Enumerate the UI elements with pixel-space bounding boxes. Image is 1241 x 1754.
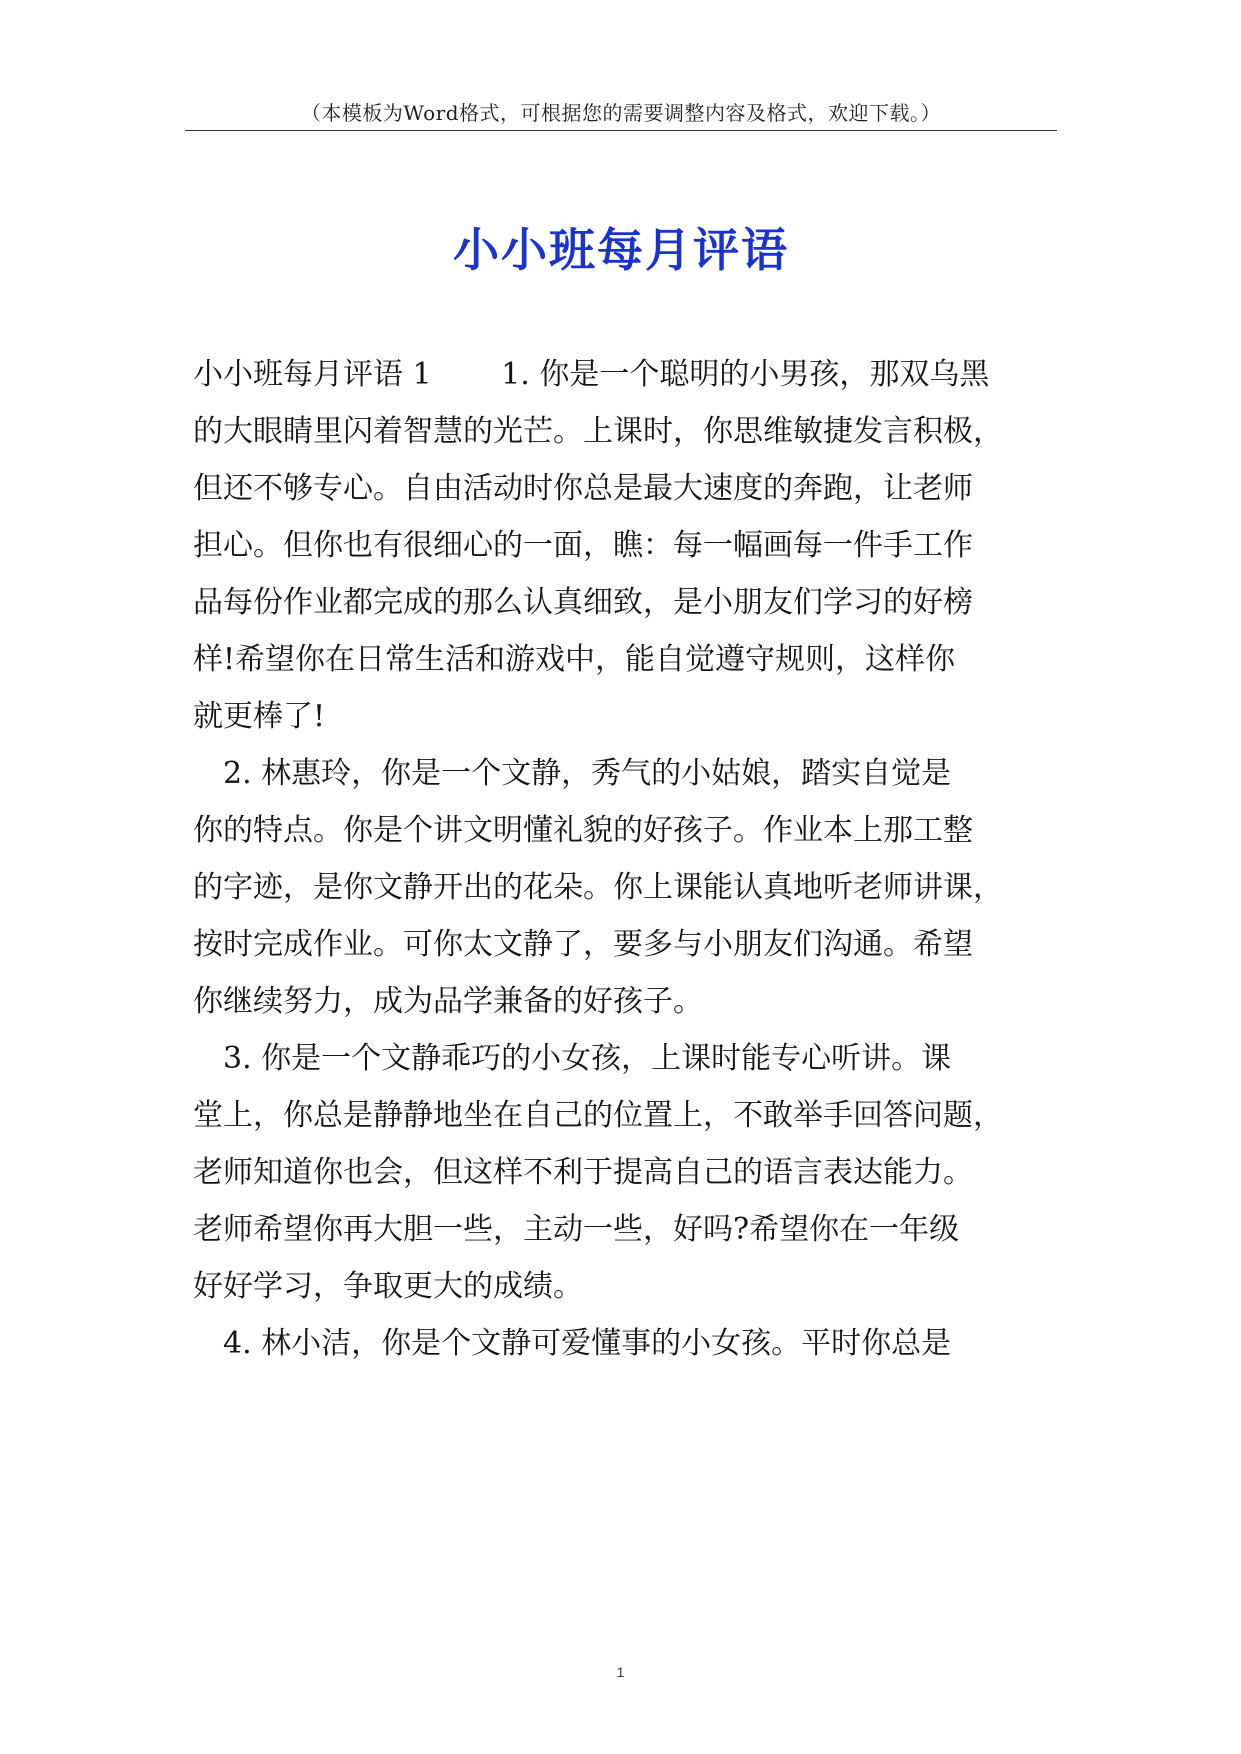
header-divider: [185, 130, 1057, 131]
body-line: 你继续努力，成为品学兼备的好孩子。: [193, 984, 703, 1019]
body-line: 3. 你是一个文静乖巧的小女孩，上课时能专心听讲。课: [193, 1041, 952, 1076]
body-line: 老师希望你再大胆一些，主动一些，好吗?希望你在一年级: [193, 1212, 960, 1247]
body-line: 堂上，你总是静静地坐在自己的位置上，不敢举手回答问题，: [193, 1098, 1003, 1133]
body-line: 2. 林惠玲，你是一个文静，秀气的小姑娘，踏实自觉是: [193, 756, 952, 791]
body-line: 样!希望你在日常生活和游戏中，能自觉遵守规则，这样你: [193, 642, 956, 677]
page-number: 1: [616, 1664, 625, 1680]
body-line: 但还不够专心。自由活动时你总是最大速度的奔跑，让老师: [193, 471, 973, 506]
body-line: 按时完成作业。可你太文静了，要多与小朋友们沟通。希望: [193, 927, 973, 962]
body-line: 担心。但你也有很细心的一面，瞧：每一幅画每一件手工作: [193, 528, 973, 563]
body-line: 老师知道你也会，但这样不利于提高自己的语言表达能力。: [193, 1155, 973, 1190]
body-line: 好好学习，争取更大的成绩。: [193, 1269, 583, 1304]
body-line: 小小班每月评语 1 1. 你是一个聪明的小男孩，那双乌黑: [193, 357, 990, 392]
body-line: 的字迹，是你文静开出的花朵。你上课能认真地听老师讲课，: [193, 870, 1003, 905]
header-note: （本模板为Word格式，可根据您的需要调整内容及格式，欢迎下载。）: [300, 101, 942, 125]
document-title: 小小班每月评语: [453, 223, 789, 277]
body-line: 你的特点。你是个讲文明懂礼貌的好孩子。作业本上那工整: [193, 813, 973, 848]
body-line: 就更棒了!: [193, 699, 326, 734]
body-line: 品每份作业都完成的那么认真细致，是小朋友们学习的好榜: [193, 585, 973, 620]
body-line: 的大眼睛里闪着智慧的光芒。上课时，你思维敏捷发言积极，: [193, 414, 1003, 449]
body-line: 4. 林小洁，你是个文静可爱懂事的小女孩。平时你总是: [193, 1326, 952, 1361]
